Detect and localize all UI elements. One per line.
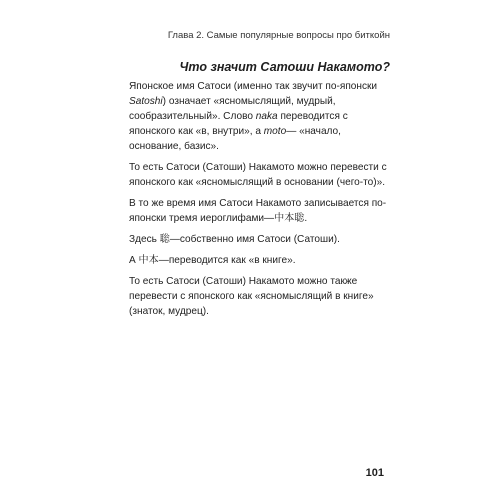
- running-header: Глава 2. Самые популярные вопросы про биткойн: [167, 30, 390, 41]
- paragraph-3: В то же время имя Сатоси Накамото записывается по-японски тремя иероглифами—中本聡.: [129, 198, 387, 224]
- paragraph-2: То есть Сатоси (Сатоши) Накамото можно перевести с японского как «ясномыслящий в основании (чего-то)».: [129, 162, 387, 188]
- paragraph-1-part-e: переводится с японского как «в, внутри», а: [129, 111, 348, 137]
- paragraph-1-part-a: Японское имя Сатоси (именно так звучит по-японски: [129, 81, 378, 92]
- paragraph-1-term-satoshi: Satoshi: [129, 96, 163, 107]
- paragraph-4: Здесь 聡—собственно имя Сатоси (Сатоши).: [129, 234, 340, 245]
- paragraph-5: А 中本—переводится как «в книге».: [129, 255, 296, 266]
- page-number: 101: [365, 467, 384, 479]
- paragraph-1-term-moto: moto: [263, 126, 287, 137]
- paragraph-1-term-naka: naka: [255, 111, 278, 122]
- paragraph-1-part-c: ) означает «ясномыслящий, мудрый, сообразительный». Слово: [129, 96, 336, 122]
- body-text: [129, 79, 391, 325]
- paragraph-1: [129, 79, 391, 154]
- paragraph-1-part-g: — «начало, основание, базис».: [129, 126, 341, 152]
- section-title: Что значит Сатоши Накамото?: [179, 60, 390, 74]
- paragraph-6: То есть Сатоси (Сатоши) Накамото можно также перевести с японского как «ясномыслящий в книге» (знаток, мудрец).: [129, 276, 374, 317]
